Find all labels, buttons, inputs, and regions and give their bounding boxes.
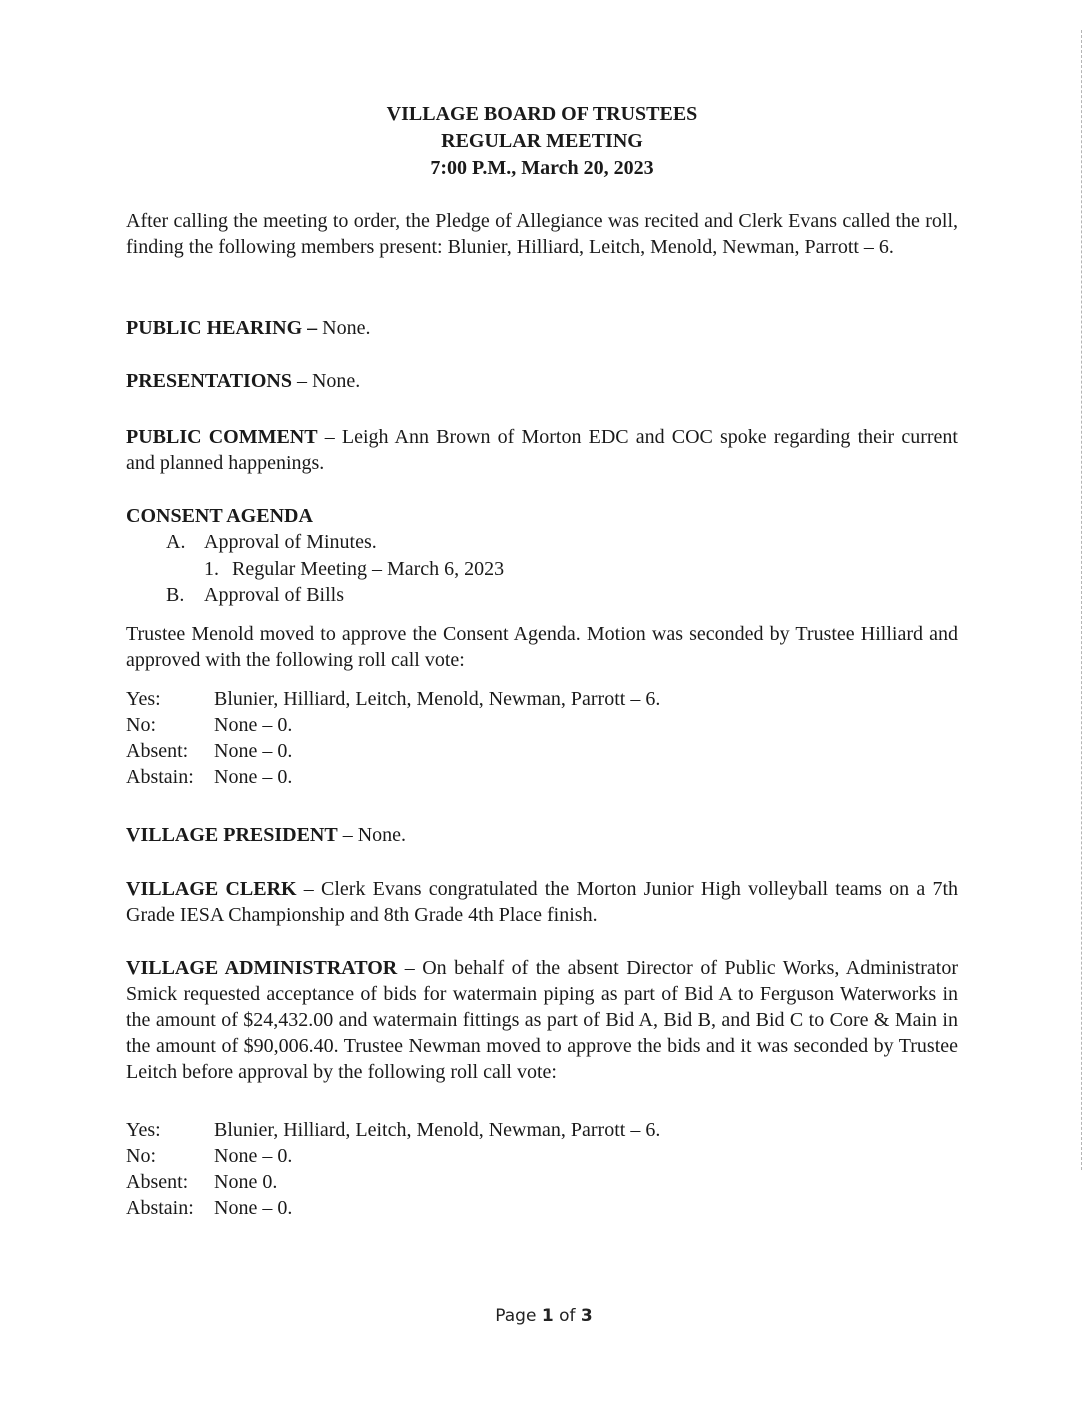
consent-vote-absent [126, 738, 292, 764]
document-header [126, 101, 958, 182]
presentations-heading: PRESENTATIONS [126, 370, 292, 392]
public-comment-heading: PUBLIC COMMENT [126, 426, 318, 448]
vote-value: None 0. [214, 1171, 278, 1193]
admin-vote-absent [126, 1169, 277, 1195]
consent-item-b [166, 582, 344, 608]
vote-value: Blunier, Hilliard, Leitch, Menold, Newman, Parrott – 6. [214, 1119, 661, 1141]
admin-vote-no [126, 1143, 292, 1169]
vote-value: None – 0. [214, 1145, 293, 1167]
consent-vote-no [126, 712, 292, 738]
header-subtitle: REGULAR MEETING [441, 130, 643, 152]
vote-label: Yes: [126, 688, 161, 710]
consent-item-b-text: Approval of Bills [204, 584, 344, 606]
consent-item-a-text: Approval of Minutes. [204, 531, 377, 553]
admin-vote-abstain [126, 1195, 292, 1221]
vote-label: Abstain: [126, 1197, 194, 1219]
vote-label: No: [126, 1145, 156, 1167]
village-clerk-text: – Clerk Evans congratulated the Morton Junior High volleyball teams on a 7th Grade IESA Championship and 8th Grade 4th Place finish. [126, 878, 958, 926]
page-number-footer [0, 1306, 1088, 1326]
village-administrator-text: – On behalf of the absent Director of Public Works, Administrator Smick requested acceptance of bids for watermain piping as part of Bid A to Ferguson Waterworks in the amount of $24,432.00 and watermain fittings as part of Bid A, Bid B, and Bid C to Core & Main in the amount of $90,006.40. Trustee Newman moved to approve the bids and it was seconded by Trustee Leitch before approval by the following roll call vote: [126, 957, 959, 1083]
page-of-label: of [553, 1306, 581, 1326]
vote-value: None – 0. [214, 740, 293, 762]
vote-value: None – 0. [214, 714, 293, 736]
village-clerk-heading: VILLAGE CLERK [126, 878, 297, 900]
consent-item-a-marker: A. [166, 531, 186, 553]
consent-motion-paragraph: Trustee Menold moved to approve the Consent Agenda. Motion was seconded by Trustee Hilliard and approved with the following roll call vote: [126, 623, 958, 671]
consent-item-a1-text: Regular Meeting – March 6, 2023 [232, 558, 505, 580]
village-president-section [126, 822, 406, 848]
vote-value: None – 0. [214, 1197, 293, 1219]
page-total: 3 [580, 1306, 593, 1326]
consent-item-a1-marker: 1. [204, 558, 219, 580]
intro-paragraph: After calling the meeting to order, the Pledge of Allegiance was recited and Clerk Evans called the roll, finding the following members present: Blunier, Hilliard, Leitch, Menold, Newman, Parrott – 6. [126, 210, 958, 258]
village-administrator-section [126, 955, 958, 1085]
page-current: 1 [541, 1306, 554, 1326]
village-administrator-heading: VILLAGE ADMINISTRATOR [126, 957, 398, 979]
consent-vote-yes [126, 686, 660, 712]
scan-edge-mark [1081, 30, 1082, 1170]
public-hearing-section [126, 315, 370, 341]
consent-item-a [166, 529, 377, 555]
consent-item-b-marker: B. [166, 584, 185, 606]
village-clerk-section [126, 876, 958, 928]
vote-label: No: [126, 714, 156, 736]
consent-agenda-heading: CONSENT AGENDA [126, 505, 313, 527]
public-hearing-text: None. [317, 317, 371, 339]
presentations-section [126, 368, 360, 394]
consent-vote-abstain [126, 764, 292, 790]
vote-value: Blunier, Hilliard, Leitch, Menold, Newman, Parrott – 6. [214, 688, 661, 710]
vote-label: Yes: [126, 1119, 161, 1141]
vote-label: Absent: [126, 740, 189, 762]
public-comment-text: – Leigh Ann Brown of Morton EDC and COC spoke regarding their current and planned happenings. [126, 426, 958, 474]
public-comment-section [126, 424, 958, 476]
vote-label: Abstain: [126, 766, 194, 788]
admin-vote-yes [126, 1117, 660, 1143]
public-hearing-heading: PUBLIC HEARING – [126, 317, 318, 339]
presentations-text: – None. [291, 370, 361, 392]
header-date: 7:00 P.M., March 20, 2023 [430, 157, 654, 179]
page-label: Page [495, 1306, 542, 1326]
consent-item-a1 [204, 556, 504, 582]
village-president-heading: VILLAGE PRESIDENT [126, 824, 338, 846]
vote-value: None – 0. [214, 766, 293, 788]
village-president-text: – None. [337, 824, 407, 846]
vote-label: Absent: [126, 1171, 189, 1193]
header-title: VILLAGE BOARD OF TRUSTEES [386, 103, 698, 125]
